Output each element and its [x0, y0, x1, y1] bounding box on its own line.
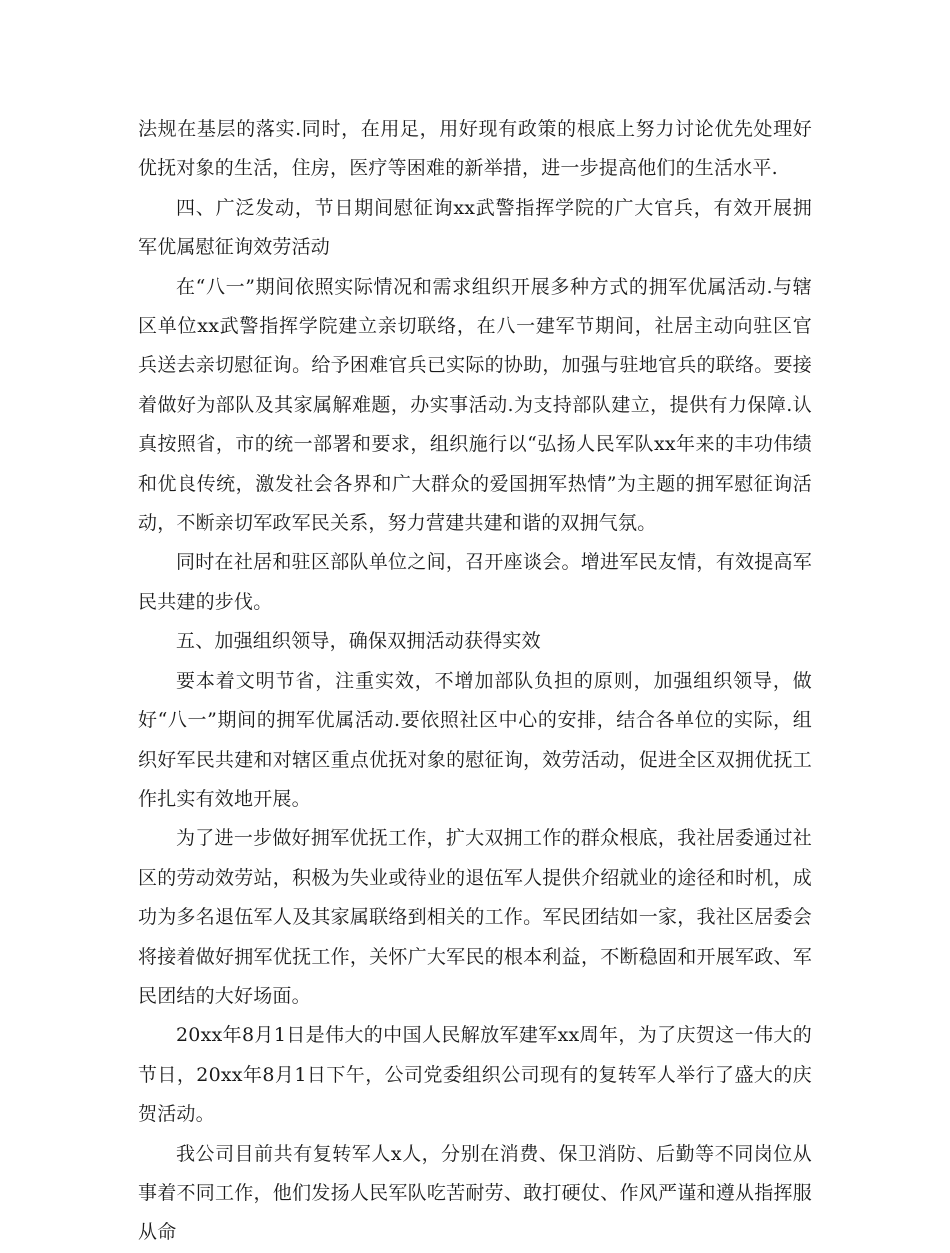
paragraph-3: 在“八一”期间依照实际情况和需求组织开展多种方式的拥军优属活动.与辖区单位xx武警指挥学院建立亲切联络，在八一建军节期间，社居主动向驻区官兵送去亲切慰征询。给予困难官兵已实际的协助，加强与驻地官兵的联络。要接着做好为部队及其家属解难题，办实事活动.为支持部队建立，提供有力保障.认真按照省，市的统一部署和要求，组织施行以“弘扬人民军队xx年来的丰功伟绩和优良传统，激发社会各界和广大群众的爱国拥军热情”为主题的拥军慰征询活动，不断亲切军政军民关系，努力营建共建和谐的双拥气氛。: [138, 275, 812, 535]
paragraph-6: 要本着文明节省，注重实效，不增加部队负担的原则，加强组织领导，做好“八一”期间的拥军优属活动.要依照社区中心的安排，结合各单位的实际，组织好军民共建和对辖区重点优抚对象的慰征询，效劳活动，促进全区双拥优抚工作扎实有效地开展。: [138, 669, 812, 810]
paragraph-9: 我公司目前共有复转军人x人，分别在消费、保卫消防、后勤等不同岗位从事着不同工作，他们发扬人民军队吃苦耐劳、敢打硬仗、作风严谨和遵从指挥服从命: [138, 1142, 812, 1244]
paragraph-8: 20xx年8月1日是伟大的中国人民解放军建军xx周年，为了庆贺这一伟大的节日，20xx年8月1日下午，公司党委组织公司现有的复转军人举行了盛大的庆贺活动。: [138, 1024, 812, 1126]
paragraph-1: 法规在基层的落实.同时，在用足，用好现有政策的根底上努力讨论优先处理好优抚对象的生活，住房，医疗等困难的新举措，进一步提高他们的生活水平.: [138, 118, 812, 180]
paragraph-2-heading-four: 四、广泛发动，节日期间慰征询xx武警指挥学院的广大官兵，有效开展拥军优属慰征询效劳活动: [138, 196, 812, 259]
paragraph-7: 为了进一步做好拥军优抚工作，扩大双拥工作的群众根底，我社居委通过社区的劳动效劳站，积极为失业或待业的退伍军人提供介绍就业的途径和时机，成功为多名退伍军人及其家属联络到相关的工作。军民团结如一家，我社区居委会将接着做好拥军优抚工作，关怀广大军民的根本利益，不断稳固和开展军政、军民团结的大好场面。: [138, 827, 812, 1007]
paragraph-4: 同时在社居和驻区部队单位之间，召开座谈会。增进军民友情，有效提高军民共建的步伐。: [138, 551, 812, 613]
paragraph-5-heading-five: 五、加强组织领导，确保双拥活动获得实效: [176, 630, 541, 653]
document-body: [138, 110, 812, 1253]
